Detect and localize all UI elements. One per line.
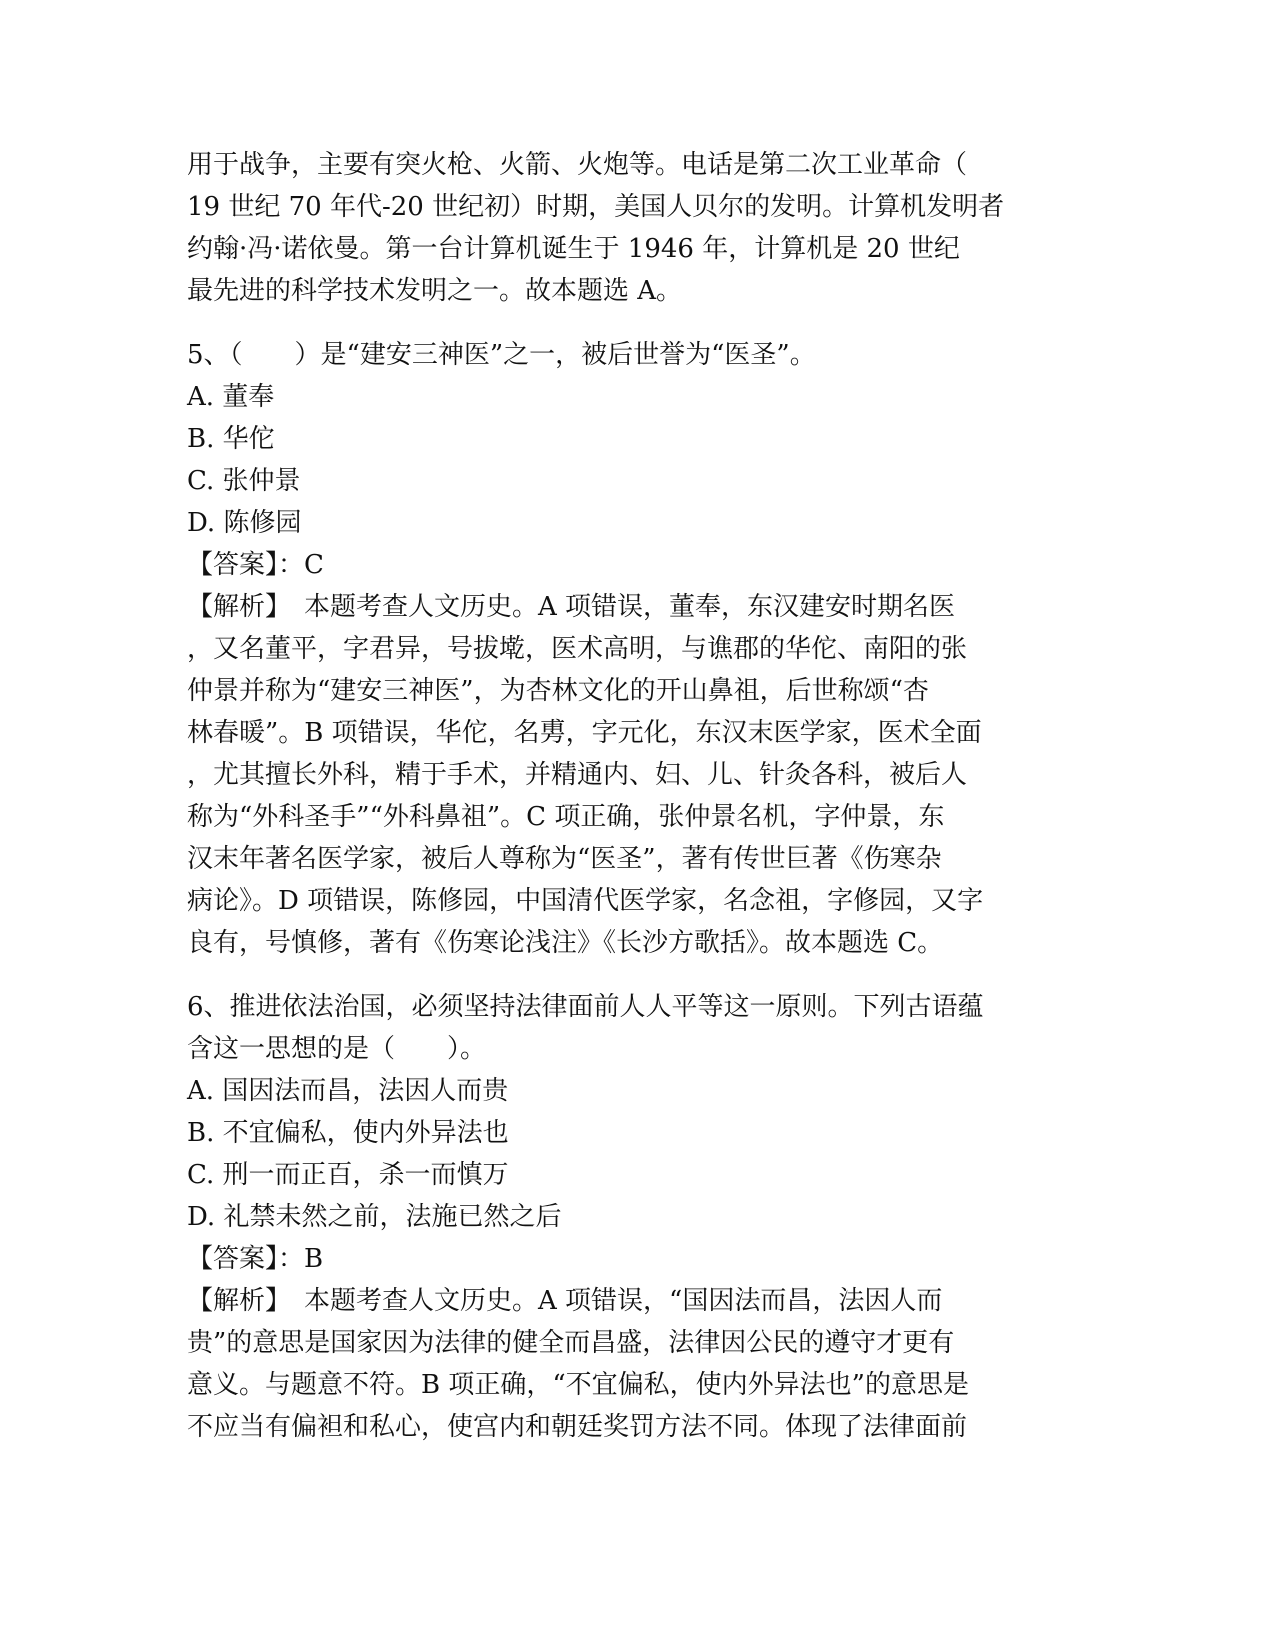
question-5-answer: 【答案】：C xyxy=(187,550,324,580)
question-5-analysis-line: 仲景并称为“建安三神医”，为杏林文化的开山鼻祖，后世称颂“杏 xyxy=(187,676,929,706)
question-6-option-b: B. 不宜偏私，使内外异法也 xyxy=(187,1118,509,1148)
question-5-analysis-line: ，尤其擅长外科，精于手术，并精通内、妇、儿、针灸各科，被后人 xyxy=(187,760,968,790)
question-5-analysis-line: 汉末年著名医学家，被后人尊称为“医圣”，著有传世巨著《伤寒杂 xyxy=(187,844,942,874)
question-6-text-line: 含这一思想的是（ ）。 xyxy=(187,1034,487,1064)
question-6-answer: 【答案】：B xyxy=(187,1244,324,1274)
question-5-analysis-line: 林春暖”。B 项错误，华佗，名旉，字元化，东汉末医学家，医术全面 xyxy=(187,718,982,748)
question-5-analysis-line: 称为“外科圣手”“外科鼻祖”。C 项正确，张仲景名机，字仲景，东 xyxy=(187,802,945,832)
question-6-option-c: C. 刑一而正百，杀一而慎万 xyxy=(187,1160,509,1190)
question-6-analysis-line: 贵”的意思是国家因为法律的健全而昌盛，法律因公民的遵守才更有 xyxy=(187,1328,955,1358)
question-5-option-d: D. 陈修园 xyxy=(187,508,302,538)
question-5-option-c: C. 张仲景 xyxy=(187,466,301,496)
question-5-analysis-line: 病论》。D 项错误，陈修园，中国清代医学家，名念祖，字修园，又字 xyxy=(187,886,984,916)
question-6-text-line: 6、推进依法治国，必须坚持法律面前人人平等这一原则。下列古语蕴 xyxy=(187,992,984,1022)
question-6-analysis-line: 【解析】 本题考查人文历史。A 项错误，“国因法而昌，法因人而 xyxy=(187,1286,943,1316)
document-page xyxy=(187,144,1087,1470)
question-5-analysis-line: 良有，号慎修，著有《伤寒论浅注》《长沙方歌括》。故本题选 C。 xyxy=(187,928,944,958)
question-5-option-a: A. 董奉 xyxy=(187,382,275,412)
intro-line: 最先进的科学技术发明之一。故本题选 A。 xyxy=(187,276,683,306)
question-5-analysis-line: 【解析】 本题考查人文历史。A 项错误，董奉，东汉建安时期名医 xyxy=(187,592,956,622)
question-5-option-b: B. 华佗 xyxy=(187,424,275,454)
intro-paragraph xyxy=(187,144,1087,312)
intro-line: 19 世纪 70 年代-20 世纪初）时期，美国人贝尔的发明。计算机发明者 xyxy=(187,192,1005,222)
intro-line: 约翰·冯·诺依曼。第一台计算机诞生于 1946 年，计算机是 20 世纪 xyxy=(187,234,960,264)
question-5-text: 5、（ ）是“建安三神医”之一，被后世誉为“医圣”。 xyxy=(187,340,816,370)
question-6 xyxy=(187,986,1087,1448)
question-5-analysis-line: ，又名董平，字君异，号拔墘，医术高明，与谯郡的华佗、南阳的张 xyxy=(187,634,968,664)
question-5 xyxy=(187,334,1087,964)
question-6-analysis-line: 不应当有偏袒和私心，使宫内和朝廷奖罚方法不同。体现了法律面前 xyxy=(187,1412,968,1442)
intro-line: 用于战争，主要有突火枪、火箭、火炮等。电话是第二次工业革命（ xyxy=(187,150,968,180)
question-6-option-a: A. 国因法而昌，法因人而贵 xyxy=(187,1076,509,1106)
question-6-option-d: D. 礼禁未然之前，法施已然之后 xyxy=(187,1202,562,1232)
question-6-analysis-line: 意义。与题意不符。B 项正确，“不宜偏私，使内外异法也”的意思是 xyxy=(187,1370,969,1400)
